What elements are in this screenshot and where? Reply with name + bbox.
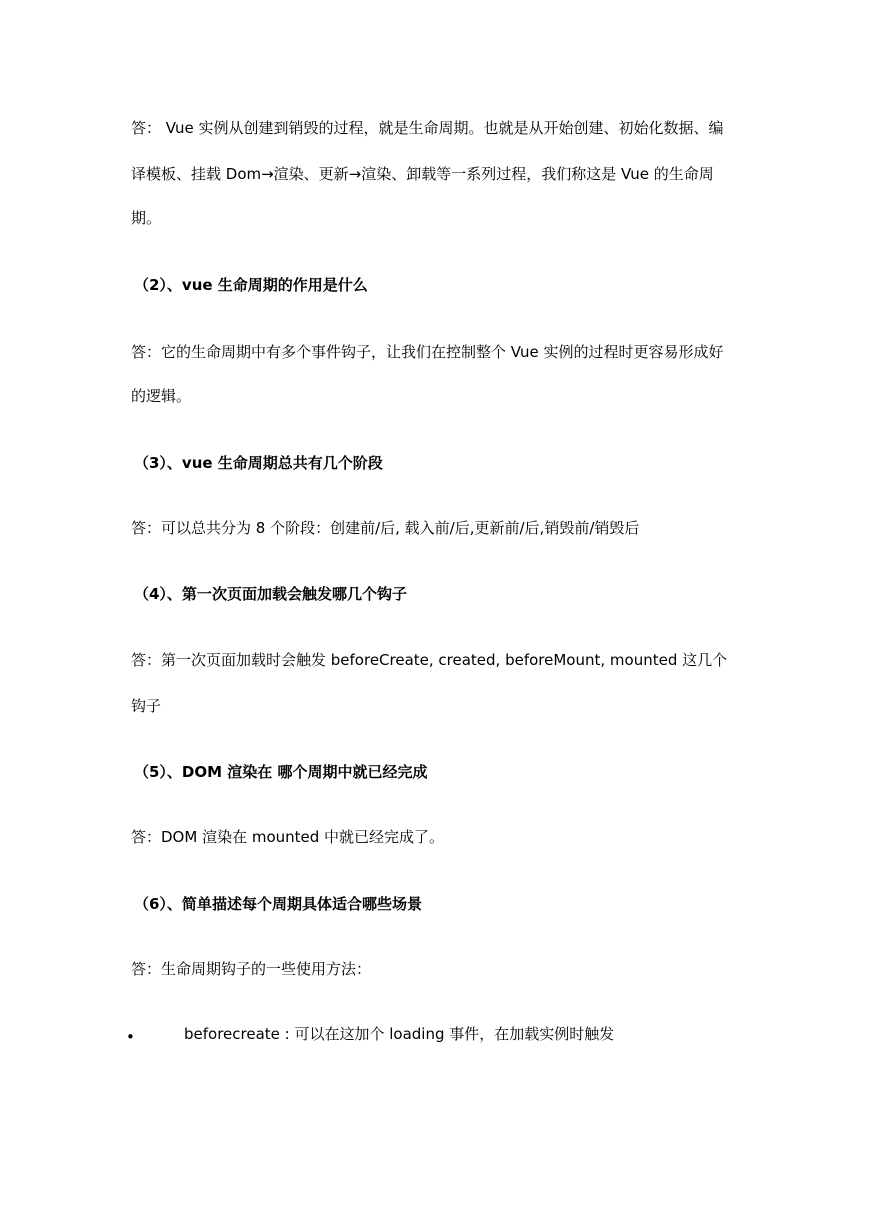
answer2-line1: 答：它的生命周期中有多个事件钩子，让我们在控制整个 Vue 实例的过程时更容易形成好 <box>131 343 724 361</box>
answer6-line1: 答：生命周期钩子的一些使用方法： <box>131 960 372 978</box>
answer1-line2: 译模板、挂载 Dom→渲染、更新→渲染、卸载等一系列过程，我们称这是 Vue 的生命周 <box>131 165 714 183</box>
answer2-line2: 的逻辑。 <box>131 387 192 405</box>
question2-heading: （2）、vue 生命周期的作用是什么 <box>134 276 368 294</box>
answer3-line1: 答：可以总共分为 8 个阶段：创建前/后, 载入前/后,更新前/后,销毁前/销毁后 <box>131 519 640 537</box>
answer4-line2: 钩子 <box>131 697 162 715</box>
question4-heading: （4）、第一次页面加载会触发哪几个钩子 <box>134 585 407 603</box>
question6-heading: （6）、简单描述每个周期具体适合哪些场景 <box>134 895 422 913</box>
answer1-line1: 答： Vue 实例从创建到销毁的过程，就是生命周期。也就是从开始创建、初始化数据、编 <box>131 119 724 137</box>
bullet-dot: • <box>126 1028 135 1046</box>
answer1-line3: 期。 <box>131 209 162 227</box>
question3-heading: （3）、vue 生命周期总共有几个阶段 <box>134 454 383 472</box>
question5-heading: （5）、DOM 渲染在 哪个周期中就已经完成 <box>134 763 428 781</box>
answer4-line1: 答：第一次页面加载时会触发 beforeCreate, created, beforeMount, mounted 这几个 <box>131 651 728 669</box>
bullet-item-beforecreate: beforecreate : 可以在这加个 loading 事件，在加载实例时触发 <box>184 1025 615 1043</box>
answer5-line1: 答：DOM 渲染在 mounted 中就已经完成了。 <box>131 828 445 846</box>
